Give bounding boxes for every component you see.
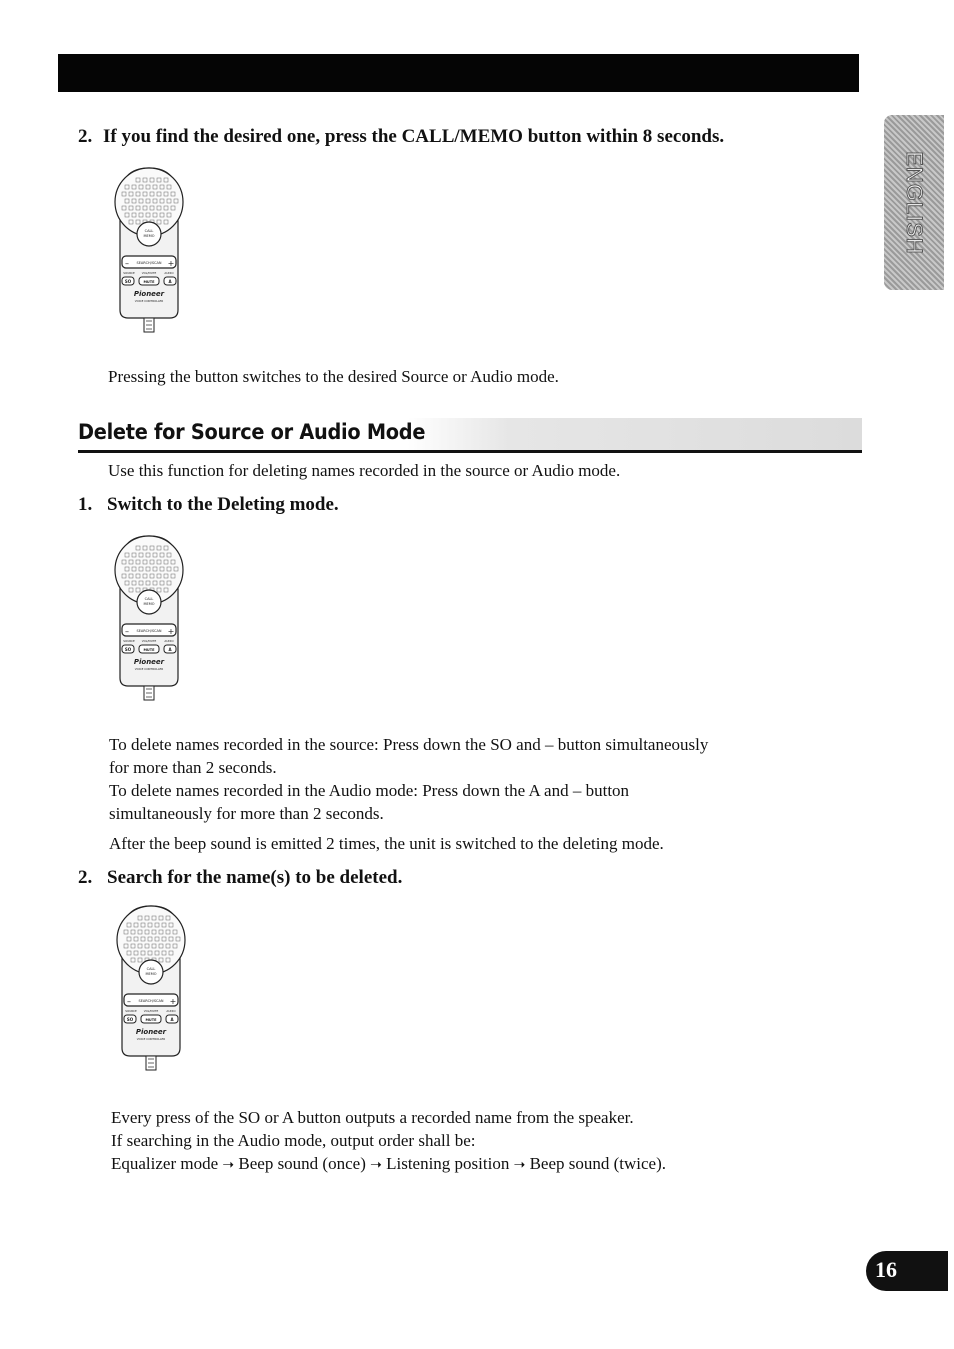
top-step-number: 2. <box>78 126 93 147</box>
source-label: SOURCE <box>123 639 135 643</box>
step2-line: Every press of the SO or A button outputs a recorded name from the speaker. <box>111 1108 634 1127</box>
memo-label: MEMO <box>143 602 155 606</box>
model-label: VOICE CONTROLLER <box>136 1037 166 1041</box>
arrow-right-icon: ➝ <box>222 1157 235 1173</box>
section-intro: Use this function for deleting names recorded in the source or Audio mode. <box>108 461 621 480</box>
top-step-heading <box>78 126 724 148</box>
sequence-item: Listening position <box>386 1154 510 1173</box>
audio-label: AUDIO <box>166 1009 176 1013</box>
a-label: A <box>168 279 172 284</box>
audio-label: AUDIO <box>164 639 174 643</box>
step1-line: To delete names recorded in the Audio mode: Press down the A and – button <box>109 781 630 800</box>
minus-label: – <box>125 627 129 636</box>
step2-sequence <box>111 1152 666 1177</box>
language-tab-label: ENGLISH <box>902 150 927 255</box>
header-bar <box>58 54 859 92</box>
step2-body <box>111 1106 666 1177</box>
step2-heading <box>78 867 402 889</box>
top-step-note: Pressing the button switches to the desired Source or Audio mode. <box>108 367 559 386</box>
search-scan-label: SEARCH/SCAN <box>136 261 162 265</box>
voice-controller-remote-image <box>108 160 190 340</box>
brand-logo: Pioneer <box>133 290 165 298</box>
step2-text: Search for the name(s) to be deleted. <box>107 867 403 888</box>
vol-mute-label: VOL/MUTE <box>143 1009 159 1013</box>
memo-label: MEMO <box>145 972 157 976</box>
so-label: SO <box>124 279 132 284</box>
section-title: Delete for Source or Audio Mode <box>78 420 426 444</box>
step1-line: To delete names recorded in the source: Press down the SO and – button simultaneously <box>109 735 709 754</box>
search-scan-label: SEARCH/SCAN <box>138 999 164 1003</box>
so-label: SO <box>124 647 132 652</box>
step1-body <box>109 733 708 855</box>
source-label: SOURCE <box>123 271 135 275</box>
mute-label: MUTE <box>145 1018 157 1022</box>
vol-mute-label: VOL/MUTE <box>141 639 157 643</box>
plus-label: + <box>167 259 175 268</box>
top-step-text: If you find the desired one, press the CALL/MEMO button within 8 seconds. <box>103 126 725 147</box>
sequence-item: Equalizer mode <box>111 1154 219 1173</box>
vol-mute-label: VOL/MUTE <box>141 271 157 275</box>
plus-label: + <box>169 997 177 1006</box>
section-title-bar <box>78 418 862 453</box>
language-tab <box>884 115 944 290</box>
arrow-right-icon: ➝ <box>370 1157 382 1173</box>
call-label: CALL <box>144 229 154 233</box>
so-label: SO <box>126 1017 134 1022</box>
arrow-right-icon: ➝ <box>513 1157 526 1173</box>
mute-label: MUTE <box>143 280 155 284</box>
voice-controller-remote-image <box>108 528 190 708</box>
audio-label: AUDIO <box>164 271 174 275</box>
model-label: VOICE CONTROLLER <box>134 299 164 303</box>
call-label: CALL <box>146 967 156 971</box>
minus-label: – <box>125 259 129 268</box>
memo-label: MEMO <box>143 234 155 238</box>
model-label: VOICE CONTROLLER <box>134 667 164 671</box>
source-label: SOURCE <box>125 1009 137 1013</box>
brand-logo: Pioneer <box>135 1028 167 1036</box>
voice-controller-remote-image <box>110 898 192 1078</box>
step1-number: 1. <box>78 494 93 515</box>
sequence-item: Beep sound (once) <box>238 1154 366 1173</box>
minus-label: – <box>127 997 131 1006</box>
plus-label: + <box>167 627 175 636</box>
page-number-badge <box>866 1251 948 1291</box>
page-number: 16 <box>875 1257 897 1282</box>
step1-line: for more than 2 seconds. <box>109 758 277 777</box>
search-scan-label: SEARCH/SCAN <box>136 629 162 633</box>
mute-label: MUTE <box>143 648 155 652</box>
call-label: CALL <box>144 597 154 601</box>
step1-line: After the beep sound is emitted 2 times, the unit is switched to the deleting mode. <box>109 834 664 853</box>
brand-logo: Pioneer <box>133 658 165 666</box>
step1-heading <box>78 494 339 516</box>
step1-line: simultaneously for more than 2 seconds. <box>109 804 384 823</box>
step1-text: Switch to the Deleting mode. <box>107 494 339 515</box>
sequence-item: Beep sound (twice). <box>529 1154 667 1173</box>
step2-number: 2. <box>78 867 93 888</box>
a-label: A <box>170 1017 174 1022</box>
a-label: A <box>168 647 172 652</box>
step2-line: If searching in the Audio mode, output order shall be: <box>111 1131 476 1150</box>
